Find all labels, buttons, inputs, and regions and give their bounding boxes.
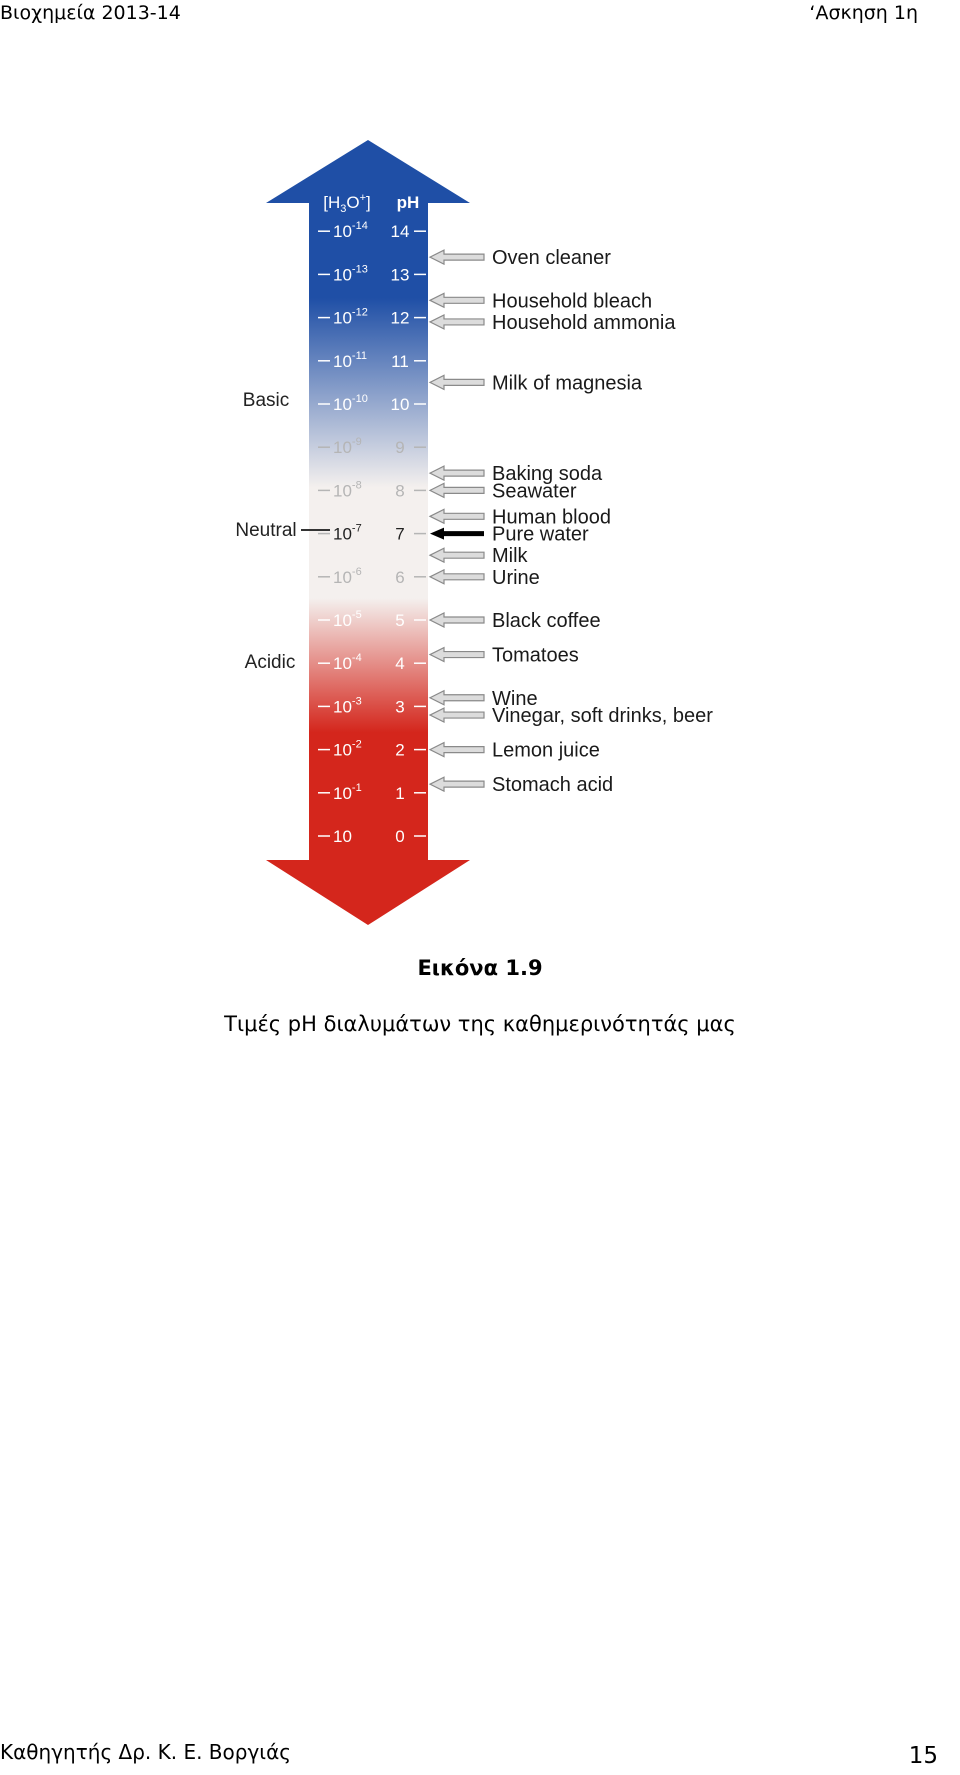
substance-arrow [430, 250, 484, 264]
h3o-tick-label: $10^{-5}$ [333, 609, 362, 630]
substance-label: Black coffee [492, 610, 601, 632]
substance-label: Wine [492, 687, 538, 710]
header-course-title: Βιοχημεία 2013-14 [0, 2, 181, 24]
h3o-tick-label: $10^{-13}$ [333, 263, 368, 285]
h3o-tick-label: $10^{-12}$ [333, 306, 368, 328]
substance-arrow [430, 315, 484, 329]
ph-tick-label: 12 [390, 308, 410, 328]
h3o-tick-label: $10^{-2}$ [333, 738, 362, 760]
figure-caption-title: Εικόνα 1.9 [417, 956, 543, 980]
ph-column-header: pH [396, 193, 420, 212]
ph-tick-label: 1 [395, 783, 405, 803]
substance-arrow [430, 375, 484, 389]
h3o-tick-label: 10 [333, 827, 352, 846]
substance-arrow [430, 648, 484, 662]
substance-label: Stomach acid [492, 774, 614, 797]
substance-label: Pure water [492, 523, 589, 546]
substance-arrow [430, 691, 484, 705]
h3o-tick-label: $10^{-4}$ [333, 652, 362, 674]
substance-arrow [430, 509, 484, 523]
h3o-tick-label: $10^{-1}$ [333, 781, 362, 803]
ph-tick-label: 6 [395, 567, 405, 587]
substance-arrow [430, 777, 484, 791]
substance-arrow [430, 743, 484, 757]
h3o-tick-label: $10^{-7}$ [333, 522, 362, 544]
region-acidic-label: Acidic [244, 652, 296, 673]
substance-label: Urine [492, 566, 540, 589]
substance-arrow [430, 483, 484, 497]
substance-label: Seawater [492, 480, 577, 503]
region-neutral-label: Neutral [235, 520, 297, 541]
substance-arrow [430, 708, 484, 722]
h3o-tick-label: $10^{-14}$ [333, 220, 368, 242]
h3o-tick-label: $10^{-11}$ [333, 349, 368, 371]
substance-label: Human blood [492, 506, 611, 529]
substance-label: Oven cleaner [492, 247, 611, 270]
substance-arrow [430, 293, 484, 307]
h3o-tick-label: $10^{-6}$ [333, 565, 362, 587]
page-number: 15 [908, 1743, 938, 1769]
ph-tick-label: 2 [395, 740, 405, 760]
substance-label: Milk of magnesia [492, 372, 643, 395]
substance-label: Vinegar, soft drinks, beer [492, 705, 713, 728]
substance-label: Milk [492, 545, 528, 568]
ph-tick-label: 13 [390, 265, 410, 285]
ph-tick-label: 3 [395, 697, 405, 717]
substance-arrow [430, 570, 484, 584]
substance-label: Tomatoes [492, 644, 579, 667]
figure-caption-text: Τιμές pH διαλυμάτων της καθημερινότητάς μας [224, 1012, 736, 1036]
footer-author: Καθηγητής Δρ. Κ. Ε. Βοργιάς [0, 1740, 291, 1764]
h3o-column-header: $[H_3O^+]$ [323, 192, 371, 215]
substance-arrow [430, 466, 484, 480]
substance-label: Household bleach [492, 290, 653, 313]
header-exercise-title: ‘Ασκηση 1η [809, 2, 918, 24]
ph-tick-label: 7 [395, 524, 405, 544]
substance-arrow [430, 613, 484, 627]
ph-tick-label: 8 [395, 481, 405, 501]
h3o-tick-label: $10^{-10}$ [333, 393, 368, 414]
ph-tick-label: 10 [390, 395, 410, 414]
substance-arrow [430, 528, 484, 540]
ph-tick-label: 14 [390, 222, 410, 242]
substance-label: Baking soda [492, 463, 603, 486]
ph-tick-label: 4 [395, 654, 405, 674]
ph-tick-label: 9 [395, 438, 405, 458]
ph-tick-label: 0 [395, 827, 405, 846]
h3o-tick-label: $10^{-3}$ [333, 695, 362, 717]
h3o-tick-label: $10^{-9}$ [333, 436, 362, 458]
ph-tick-label: 5 [395, 611, 405, 630]
substance-label: Household ammonia [492, 311, 676, 334]
region-basic-label: Basic [242, 390, 290, 411]
h3o-tick-label: $10^{-8}$ [333, 479, 362, 501]
substance-arrow [430, 548, 484, 562]
substance-label: Lemon juice [492, 739, 600, 762]
ph-tick-label: 11 [391, 351, 409, 371]
